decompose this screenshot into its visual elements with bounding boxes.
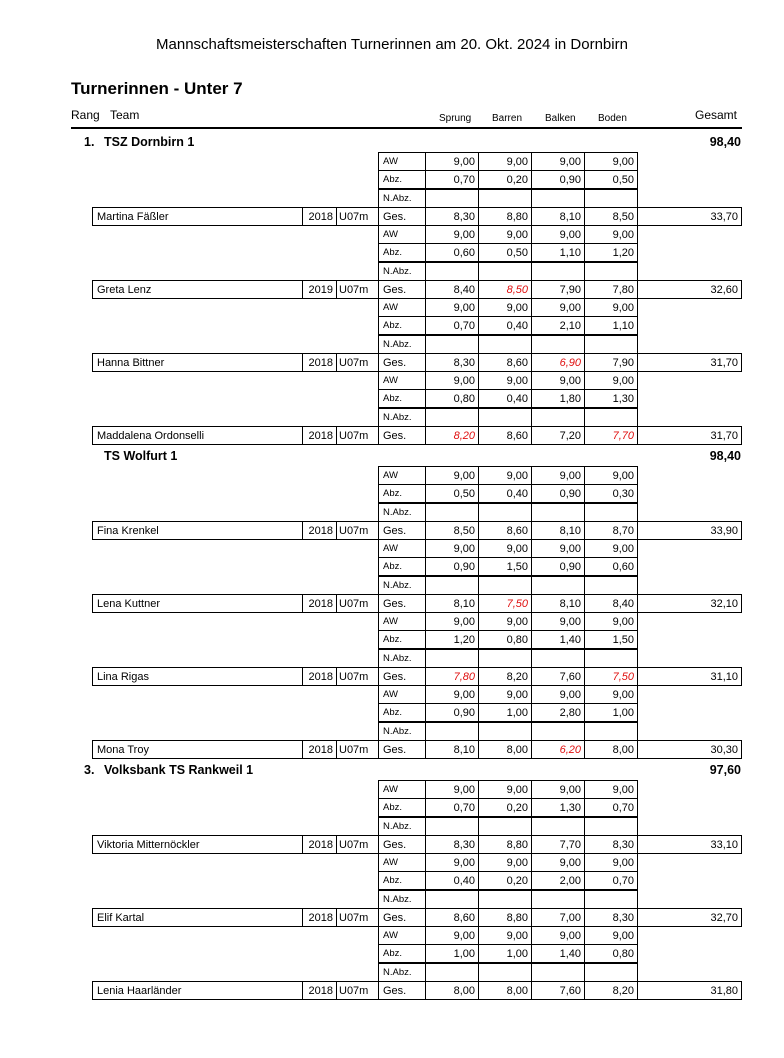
athlete-total: 33,70 [637,207,742,226]
score-ges: 8,60 [478,521,532,540]
athlete-class: U07m [336,426,379,445]
score-nabz [531,503,585,522]
row-label-nabz: N.Abz. [378,722,426,741]
score-ges: 8,80 [478,908,532,927]
row-label-abz: Abz. [378,316,426,335]
score-aw: 9,00 [584,539,638,558]
header-boden: Boden [598,113,627,124]
score-aw: 9,00 [584,371,638,390]
athlete-total: 32,70 [637,908,742,927]
row-label-ges: Ges. [378,908,426,927]
score-aw: 9,00 [478,298,532,317]
row-label-ges: Ges. [378,353,426,372]
score-aw: 9,00 [531,466,585,485]
score-abz: 0,50 [478,243,532,262]
score-aw: 9,00 [478,853,532,872]
row-label-aw: AW [378,780,426,799]
score-abz: 0,30 [584,484,638,503]
score-nabz [425,335,479,354]
score-ges: 8,60 [478,426,532,445]
category-title: Turnerinnen - Unter 7 [71,79,243,98]
athlete-year: 2018 [302,594,337,613]
row-label-ges: Ges. [378,594,426,613]
score-ges: 7,60 [531,667,585,686]
score-nabz [584,408,638,427]
row-label-ges: Ges. [378,207,426,226]
athlete-total: 32,10 [637,594,742,613]
row-label-aw: AW [378,371,426,390]
row-label-ges: Ges. [378,280,426,299]
score-abz: 0,70 [425,170,479,189]
athlete-name: Mona Troy [92,740,303,759]
score-nabz [425,189,479,208]
athlete-name: Lina Rigas [92,667,303,686]
team-name [84,449,177,463]
score-ges: 8,10 [531,207,585,226]
score-abz: 1,30 [584,389,638,408]
score-ges-dropped: 6,20 [531,740,585,759]
score-aw: 9,00 [478,780,532,799]
score-ges: 7,90 [584,353,638,372]
row-label-abz: Abz. [378,944,426,963]
score-nabz [478,890,532,909]
score-nabz [531,722,585,741]
athlete-name: Viktoria Mitternöckler [92,835,303,854]
athlete-class: U07m [336,594,379,613]
score-nabz [584,335,638,354]
score-nabz [478,189,532,208]
score-abz: 0,70 [425,798,479,817]
row-label-aw: AW [378,539,426,558]
score-abz: 0,60 [584,557,638,576]
score-nabz [478,649,532,668]
score-abz: 1,40 [531,944,585,963]
score-ges: 8,30 [425,207,479,226]
score-ges: 8,20 [478,667,532,686]
score-ges: 7,70 [531,835,585,854]
row-label-aw: AW [378,225,426,244]
score-nabz [425,503,479,522]
team-rank: 1. [84,135,95,149]
score-ges: 8,50 [425,521,479,540]
score-nabz [478,817,532,836]
athlete-year: 2018 [302,981,337,1000]
score-abz: 0,70 [584,798,638,817]
score-ges-dropped: 7,80 [425,667,479,686]
row-label-nabz: N.Abz. [378,890,426,909]
row-label-aw: AW [378,685,426,704]
score-aw: 9,00 [531,539,585,558]
score-nabz [584,503,638,522]
score-abz: 0,60 [425,243,479,262]
row-label-abz: Abz. [378,484,426,503]
score-nabz [584,262,638,281]
score-aw: 9,00 [584,466,638,485]
row-label-ges: Ges. [378,835,426,854]
score-ges-dropped: 7,50 [584,667,638,686]
row-label-ges: Ges. [378,521,426,540]
athlete-class: U07m [336,521,379,540]
score-nabz [584,817,638,836]
score-aw: 9,00 [584,853,638,872]
score-ges: 8,10 [531,521,585,540]
score-abz: 1,50 [478,557,532,576]
score-abz: 1,20 [584,243,638,262]
score-aw: 9,00 [425,298,479,317]
score-nabz [425,817,479,836]
score-nabz [425,722,479,741]
score-ges-dropped: 8,20 [425,426,479,445]
score-abz: 0,20 [478,798,532,817]
score-abz: 2,80 [531,703,585,722]
athlete-total: 33,90 [637,521,742,540]
score-nabz [584,649,638,668]
score-abz: 0,80 [425,389,479,408]
row-label-ges: Ges. [378,426,426,445]
row-label-nabz: N.Abz. [378,189,426,208]
score-ges: 8,80 [478,207,532,226]
athlete-total: 31,70 [637,426,742,445]
score-nabz [425,649,479,668]
score-ges: 8,60 [478,353,532,372]
score-ges: 8,00 [584,740,638,759]
score-ges: 8,40 [425,280,479,299]
score-ges: 8,10 [425,740,479,759]
team-total: 97,60 [709,763,741,777]
score-nabz [425,262,479,281]
score-aw: 9,00 [584,612,638,631]
athlete-class: U07m [336,981,379,1000]
score-nabz [425,890,479,909]
score-aw: 9,00 [531,298,585,317]
score-ges: 8,70 [584,521,638,540]
athlete-year: 2018 [302,667,337,686]
score-ges: 8,20 [584,981,638,1000]
athlete-class: U07m [336,740,379,759]
score-aw: 9,00 [531,612,585,631]
score-abz: 1,00 [478,703,532,722]
row-label-aw: AW [378,298,426,317]
score-abz: 0,90 [531,484,585,503]
athlete-year: 2018 [302,521,337,540]
score-aw: 9,00 [531,152,585,171]
athlete-class: U07m [336,280,379,299]
score-aw: 9,00 [425,685,479,704]
score-abz: 1,30 [531,798,585,817]
score-ges: 8,30 [584,908,638,927]
score-abz: 0,40 [425,871,479,890]
score-ges-dropped: 7,70 [584,426,638,445]
score-aw: 9,00 [584,926,638,945]
score-abz: 2,10 [531,316,585,335]
row-label-nabz: N.Abz. [378,649,426,668]
athlete-year: 2018 [302,207,337,226]
row-label-nabz: N.Abz. [378,817,426,836]
score-abz: 0,40 [478,316,532,335]
score-ges: 7,00 [531,908,585,927]
score-aw: 9,00 [478,371,532,390]
athlete-class: U07m [336,835,379,854]
score-ges: 8,30 [584,835,638,854]
score-abz: 0,90 [531,557,585,576]
row-label-abz: Abz. [378,703,426,722]
header-barren: Barren [492,113,523,124]
score-aw: 9,00 [478,926,532,945]
athlete-year: 2019 [302,280,337,299]
row-label-aw: AW [378,152,426,171]
score-aw: 9,00 [478,612,532,631]
score-nabz [478,576,532,595]
score-nabz [584,576,638,595]
score-ges-dropped: 6,90 [531,353,585,372]
score-ges: 7,20 [531,426,585,445]
athlete-name: Lenia Haarländer [92,981,303,1000]
athlete-class: U07m [336,353,379,372]
team-label: TS Wolfurt 1 [104,449,178,463]
score-aw: 9,00 [531,780,585,799]
team-total: 98,40 [709,449,741,463]
score-nabz [478,963,532,982]
athlete-class: U07m [336,908,379,927]
score-nabz [478,335,532,354]
score-ges: 8,10 [425,594,479,613]
row-label-abz: Abz. [378,871,426,890]
score-aw: 9,00 [584,298,638,317]
score-abz: 1,00 [584,703,638,722]
score-aw: 9,00 [425,371,479,390]
row-label-ges: Ges. [378,740,426,759]
row-label-nabz: N.Abz. [378,408,426,427]
score-aw: 9,00 [425,152,479,171]
score-abz: 1,00 [425,944,479,963]
row-label-nabz: N.Abz. [378,335,426,354]
athlete-year: 2018 [302,426,337,445]
score-ges: 7,60 [531,981,585,1000]
score-ges: 8,00 [478,740,532,759]
score-ges: 8,60 [425,908,479,927]
score-abz: 0,80 [584,944,638,963]
athlete-total: 30,30 [637,740,742,759]
athlete-class: U07m [336,667,379,686]
athlete-total: 31,70 [637,353,742,372]
athlete-name: Greta Lenz [92,280,303,299]
score-aw: 9,00 [425,612,479,631]
score-abz: 1,10 [531,243,585,262]
score-aw: 9,00 [425,853,479,872]
athlete-total: 33,10 [637,835,742,854]
score-nabz [531,817,585,836]
score-ges: 8,50 [584,207,638,226]
row-label-abz: Abz. [378,170,426,189]
score-aw: 9,00 [531,225,585,244]
row-label-aw: AW [378,853,426,872]
score-ges: 8,00 [425,981,479,1000]
athlete-name: Elif Kartal [92,908,303,927]
athlete-name: Lena Kuttner [92,594,303,613]
score-aw: 9,00 [531,853,585,872]
score-abz: 1,20 [425,630,479,649]
score-nabz [531,335,585,354]
team-name [84,763,253,777]
score-nabz [478,722,532,741]
row-label-nabz: N.Abz. [378,576,426,595]
score-nabz [478,408,532,427]
header-team: Team [110,108,140,122]
score-aw: 9,00 [531,371,585,390]
score-aw: 9,00 [478,152,532,171]
score-abz: 0,20 [478,170,532,189]
row-label-ges: Ges. [378,667,426,686]
score-aw: 9,00 [425,225,479,244]
score-nabz [478,262,532,281]
athlete-total: 31,10 [637,667,742,686]
score-nabz [531,189,585,208]
score-abz: 0,20 [478,871,532,890]
score-abz: 1,00 [478,944,532,963]
score-abz: 1,80 [531,389,585,408]
row-label-abz: Abz. [378,798,426,817]
athlete-total: 32,60 [637,280,742,299]
athlete-name: Martina Fäßler [92,207,303,226]
score-nabz [584,722,638,741]
team-label: TSZ Dornbirn 1 [104,135,195,149]
row-label-aw: AW [378,612,426,631]
header-balken: Balken [545,113,576,124]
score-aw: 9,00 [478,466,532,485]
score-abz: 0,90 [425,703,479,722]
score-abz: 1,10 [584,316,638,335]
score-abz: 0,90 [531,170,585,189]
score-abz: 0,90 [425,557,479,576]
score-aw: 9,00 [478,225,532,244]
team-total: 98,40 [709,135,741,149]
row-label-abz: Abz. [378,243,426,262]
score-abz: 1,40 [531,630,585,649]
score-nabz [584,963,638,982]
athlete-name: Maddalena Ordonselli [92,426,303,445]
score-nabz [478,503,532,522]
document-title: Mannschaftsmeisterschaften Turnerinnen am 20. Okt. 2024 in Dornbirn [156,36,628,53]
score-abz: 0,50 [425,484,479,503]
score-ges-dropped: 7,50 [478,594,532,613]
score-ges: 8,40 [584,594,638,613]
score-nabz [531,890,585,909]
header-gesamt: Gesamt [695,108,738,122]
score-abz: 0,40 [478,389,532,408]
score-nabz [425,963,479,982]
score-aw: 9,00 [531,926,585,945]
athlete-total: 31,80 [637,981,742,1000]
score-abz: 0,80 [478,630,532,649]
score-nabz [531,649,585,668]
score-aw: 9,00 [425,539,479,558]
score-ges: 8,10 [531,594,585,613]
score-nabz [531,576,585,595]
athlete-name: Hanna Bittner [92,353,303,372]
team-name [84,135,194,149]
score-ges: 8,00 [478,981,532,1000]
score-aw: 9,00 [478,539,532,558]
score-ges: 7,90 [531,280,585,299]
score-ges-dropped: 8,50 [478,280,532,299]
score-abz: 0,70 [584,871,638,890]
athlete-year: 2018 [302,353,337,372]
header-sprung: Sprung [439,113,472,124]
score-aw: 9,00 [584,225,638,244]
athlete-year: 2018 [302,740,337,759]
score-abz: 2,00 [531,871,585,890]
score-nabz [531,963,585,982]
score-ges: 7,80 [584,280,638,299]
athlete-year: 2018 [302,835,337,854]
header-rang: Rang [71,108,100,122]
score-aw: 9,00 [425,780,479,799]
athlete-year: 2018 [302,908,337,927]
score-nabz [584,890,638,909]
score-aw: 9,00 [478,685,532,704]
score-nabz [584,189,638,208]
team-label: Volksbank TS Rankweil 1 [104,763,254,777]
score-nabz [425,576,479,595]
score-nabz [425,408,479,427]
score-aw: 9,00 [584,152,638,171]
score-aw: 9,00 [584,780,638,799]
row-label-abz: Abz. [378,557,426,576]
team-rank: 3. [84,763,95,777]
row-label-nabz: N.Abz. [378,262,426,281]
row-label-abz: Abz. [378,630,426,649]
score-abz: 1,50 [584,630,638,649]
score-nabz [531,262,585,281]
row-label-aw: AW [378,926,426,945]
row-label-ges: Ges. [378,981,426,1000]
row-label-aw: AW [378,466,426,485]
row-label-nabz: N.Abz. [378,963,426,982]
score-abz: 0,70 [425,316,479,335]
score-aw: 9,00 [584,685,638,704]
score-abz: 0,50 [584,170,638,189]
score-ges: 8,30 [425,353,479,372]
score-abz: 0,40 [478,484,532,503]
score-nabz [531,408,585,427]
athlete-class: U07m [336,207,379,226]
row-label-nabz: N.Abz. [378,503,426,522]
score-aw: 9,00 [425,466,479,485]
score-ges: 8,80 [478,835,532,854]
row-label-abz: Abz. [378,389,426,408]
score-aw: 9,00 [425,926,479,945]
score-aw: 9,00 [531,685,585,704]
athlete-name: Fina Krenkel [92,521,303,540]
score-ges: 8,30 [425,835,479,854]
